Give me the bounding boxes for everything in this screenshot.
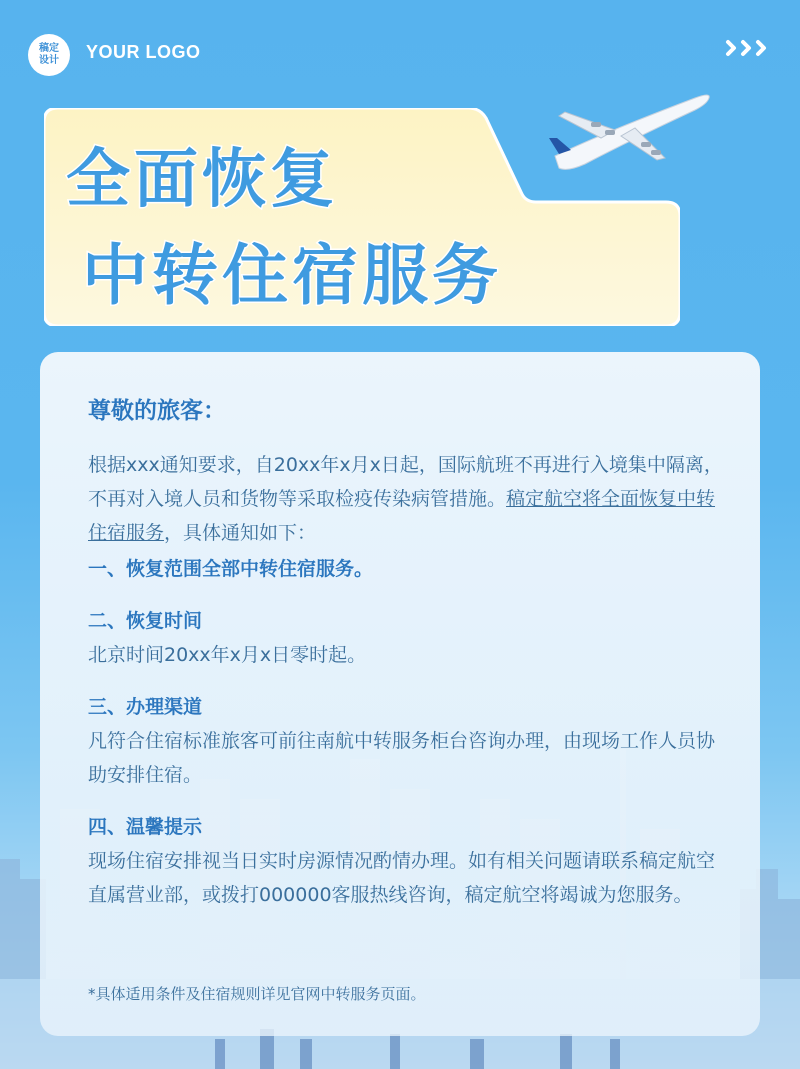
section-4-title: 四、温馨提示 (88, 816, 203, 838)
logo-badge (28, 34, 70, 76)
logo-badge-line2: 设计 (39, 55, 59, 66)
section-3-body: 凡符合住宿标准旅客可前往南航中转服务柜台咨询办理，由现场工作人员协助安排住宿。 (88, 730, 716, 786)
section-2-title: 二、恢复时间 (88, 610, 203, 632)
section-2-body: 北京时间20xx年x月x日零时起。 (88, 644, 367, 666)
greeting-heading: 尊敬的旅客： (88, 398, 226, 424)
intro-underlined-text: 稿定航空将全面恢复中转住宿服务 (88, 488, 716, 544)
logo-badge-line1: 稿定 (39, 43, 59, 54)
triple-chevron-right-icon (724, 38, 772, 58)
title-line-1: 全面恢复 (66, 143, 338, 217)
section-4-body: 现场住宿安排视当日实时房源情况酌情办理。如有相关问题请联系稿定航空直属营业部，或拨打000000客服热线咨询，稿定航空将竭诚为您服务。 (88, 850, 716, 906)
title-line-2: 中转住宿服务 (82, 237, 502, 314)
airplane-icon (545, 86, 715, 178)
logo-text: YOUR LOGO (86, 42, 201, 62)
intro-text-part2: ，具体通知如下： (164, 522, 317, 544)
section-3-title: 三、办理渠道 (88, 696, 203, 718)
section-1-title: 一、恢复范围全部中转住宿服务。 (88, 558, 374, 580)
intro-paragraph (88, 448, 728, 550)
footnote: *具体适用条件及住宿规则详见官网中转服务页面。 (88, 985, 426, 1003)
intro-text-part1: 根据xxx通知要求，自20xx年x月x日起，国际航班不再进行入境集中隔离，不再对入境人员和货物等采取检疫传染病管措施。 (88, 454, 723, 510)
